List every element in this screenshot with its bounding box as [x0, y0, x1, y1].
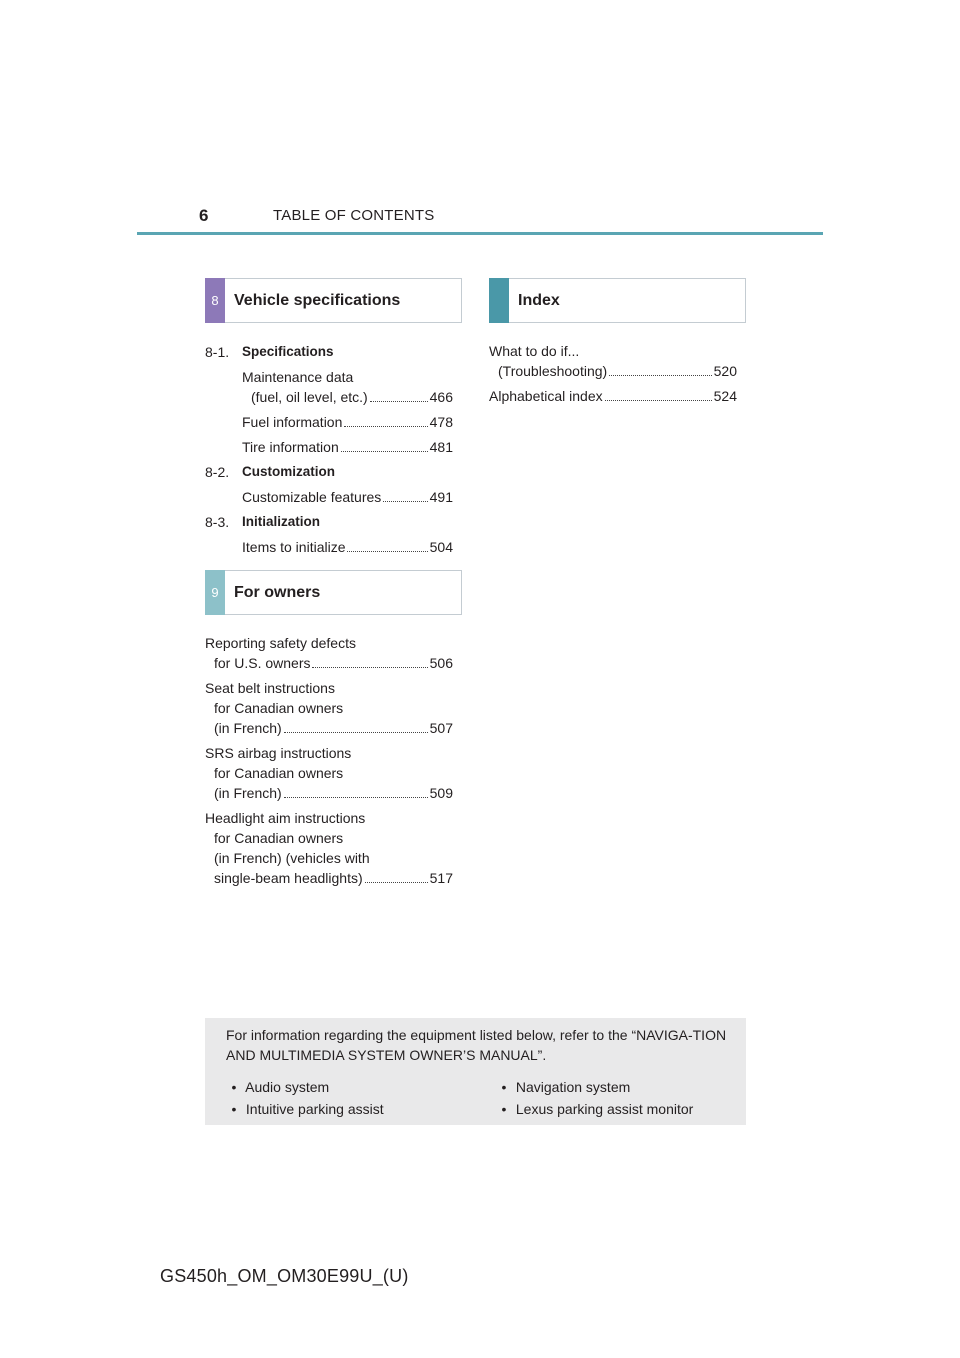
toc-entry-line: Items to initialize — [242, 539, 346, 555]
subsection-title: Specifications — [242, 344, 334, 359]
toc-page-number: 520 — [713, 363, 737, 379]
toc-page-number: 506 — [429, 655, 453, 671]
toc-entry-line: (in French) — [214, 785, 282, 801]
toc-entry-troubleshooting[interactable] — [489, 341, 737, 381]
list-item-label: Audio system — [245, 1079, 330, 1095]
toc-entry-fuel-information[interactable] — [205, 412, 453, 432]
dot-leader — [370, 401, 428, 402]
dot-leader — [365, 882, 428, 883]
toc-entry-line: Headlight aim instructions — [205, 810, 366, 826]
toc-entry-maintenance-data[interactable] — [205, 367, 453, 407]
subsection-title: Customization — [242, 464, 335, 479]
subsection-code: 8-1. — [205, 344, 230, 360]
bullet-icon: • — [501, 1079, 507, 1095]
bullet-icon: • — [231, 1101, 237, 1117]
dot-leader — [347, 551, 427, 552]
subsection-title: Initialization — [242, 514, 321, 529]
toc-entry-alphabetical-index[interactable] — [489, 386, 737, 406]
toc-entry-line: Maintenance data — [242, 369, 354, 385]
dot-leader — [341, 451, 428, 452]
list-item-label: Lexus parking assist monitor — [515, 1101, 694, 1117]
toc-entry-tire-information[interactable] — [205, 437, 453, 457]
toc-entry-line: Fuel information — [242, 414, 343, 430]
dot-leader — [383, 501, 427, 502]
section-header-vehicle-specifications[interactable] — [205, 278, 462, 323]
bullet-icon: • — [501, 1101, 507, 1117]
list-item-label: Navigation system — [515, 1079, 631, 1095]
toc-list-for-owners — [205, 633, 453, 893]
bullet-icon: • — [231, 1079, 237, 1095]
toc-entry-items-to-initialize[interactable] — [205, 537, 453, 557]
toc-entry-line: (fuel, oil level, etc.) — [251, 389, 368, 405]
document-id-footer: GS450h_OM_OM30E99U_(U) — [160, 1266, 409, 1286]
dot-leader — [609, 375, 711, 376]
toc-page-number: 524 — [713, 388, 737, 404]
toc-entry-line: What to do if... — [489, 343, 580, 359]
toc-entry-seat-belt-instructions[interactable] — [205, 678, 453, 738]
toc-entry-headlight-aim-instructions[interactable] — [205, 808, 453, 888]
toc-list-index — [489, 341, 737, 411]
section-number-badge: 8 — [205, 278, 225, 323]
toc-entry-line: (Troubleshooting) — [498, 363, 608, 379]
note-text: For information regarding the equipment listed below, refer to the “NAVIGA-TION AND MULTIMEDIA SYSTEM OWNER’S MANUAL”. — [226, 1027, 727, 1063]
toc-page-number: 504 — [429, 539, 453, 555]
section-number-badge: 9 — [205, 570, 225, 615]
section-header-index[interactable] — [489, 278, 746, 323]
list-item — [226, 1099, 384, 1119]
toc-page-number: 491 — [429, 489, 453, 505]
toc-page-number: 517 — [429, 870, 453, 886]
header-rule — [137, 232, 823, 235]
section-title: Vehicle specifications — [234, 292, 401, 309]
dot-leader — [605, 400, 712, 401]
toc-entry-reporting-safety-defects[interactable] — [205, 633, 453, 673]
page-number: 6 — [199, 206, 209, 225]
toc-entry-line: for Canadian owners — [214, 830, 344, 846]
list-item — [496, 1099, 693, 1119]
toc-entry-line: Alphabetical index — [489, 388, 603, 404]
toc-entry-line: (in French) — [214, 720, 282, 736]
toc-entry-line: Tire information — [242, 439, 339, 455]
list-item-label: Intuitive parking assist — [245, 1101, 384, 1117]
toc-entry-line: Reporting safety defects — [205, 635, 356, 651]
toc-entry-srs-airbag-instructions[interactable] — [205, 743, 453, 803]
toc-entry-line: single-beam headlights) — [214, 870, 363, 886]
toc-entry-line: for Canadian owners — [214, 700, 344, 716]
toc-entry-line: for U.S. owners — [214, 655, 311, 671]
toc-entry-line: for Canadian owners — [214, 765, 344, 781]
toc-entry-line: (in French) (vehicles with — [214, 850, 370, 866]
section-title: For owners — [234, 584, 321, 601]
subsection-heading — [205, 342, 453, 362]
toc-page-number: 509 — [429, 785, 453, 801]
toc-page-number: 466 — [429, 389, 453, 405]
section-title: Index — [518, 292, 560, 309]
section-number-badge — [489, 278, 509, 323]
dot-leader — [344, 426, 427, 427]
list-item — [496, 1077, 630, 1097]
dot-leader — [284, 797, 428, 798]
toc-page-number: 507 — [429, 720, 453, 736]
toc-list-vehicle-specifications — [205, 341, 453, 562]
subsection-heading — [205, 462, 453, 482]
toc-entry-customizable-features[interactable] — [205, 487, 453, 507]
dot-leader — [312, 667, 427, 668]
page-header-title: TABLE OF CONTENTS — [273, 207, 435, 224]
dot-leader — [284, 732, 428, 733]
toc-entry-line: Seat belt instructions — [205, 680, 335, 696]
toc-entry-line: SRS airbag instructions — [205, 745, 352, 761]
toc-page-number: 481 — [429, 439, 453, 455]
section-header-for-owners[interactable] — [205, 570, 462, 615]
list-item — [226, 1077, 329, 1097]
toc-entry-line: Customizable features — [242, 489, 382, 505]
subsection-code: 8-3. — [205, 514, 230, 530]
toc-page-number: 478 — [429, 414, 453, 430]
subsection-heading — [205, 512, 453, 532]
subsection-code: 8-2. — [205, 464, 230, 480]
